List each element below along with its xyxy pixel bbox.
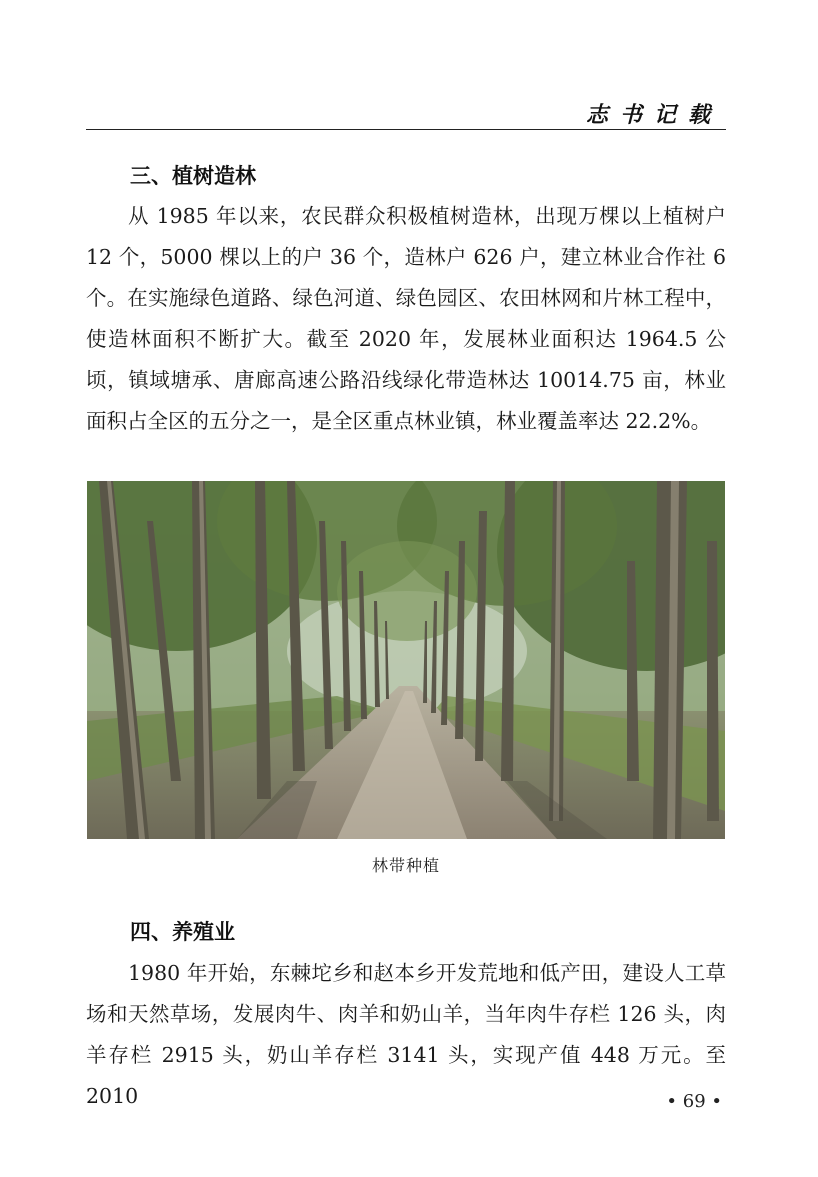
section-heading-tree-planting: 三、植树造林 [130,164,256,188]
section-heading-livestock: 四、养殖业 [130,920,235,944]
page-number: • 69 • [666,1091,722,1112]
running-header-title: 志书记载 [585,102,722,128]
figure-caption: 林带种植 [371,856,440,875]
forest-belt-photo [87,481,725,839]
body-paragraph-livestock: 1980 年开始，东棘坨乡和赵本乡开发荒地和低产田，建设人工草场和天然草场，发展肉牛、肉羊和奶山羊，当年肉牛存栏 126 头，肉羊存栏 2915 头，奶山羊存栏 3141 头，实现产值 448 万元。至 2010 [86,961,726,1108]
header-rule [86,129,726,130]
body-paragraph-tree-planting: 从 1985 年以来，农民群众积极植树造林，出现万棵以上植树户 12 个，5000 棵以上的户 36 个，造林户 626 户，建立林业合作社 6 个。在实施绿色道路、绿色河道、绿色园区、农田林网和片林工程中，使造林面积不断扩大。截至 2020 年，发展林业面积达 1964.5 公顷，镇域塘承、唐廊高速公路沿线绿化带造林达 10014.75 亩，林业面积占全区的五分之一，是全区重点林业镇，林业覆盖率达 22.2%。 [86,204,726,433]
